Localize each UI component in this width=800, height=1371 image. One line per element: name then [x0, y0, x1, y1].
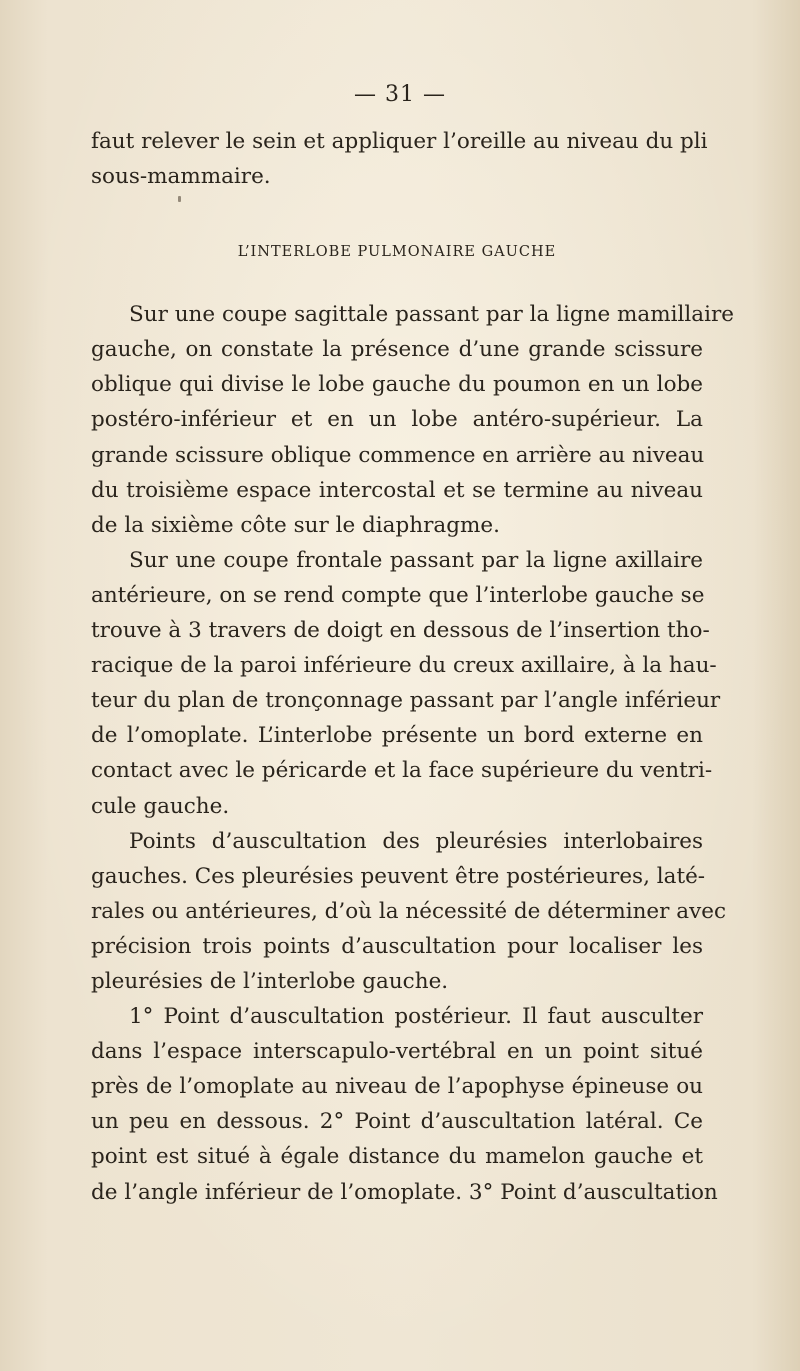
text-line: précision trois points d’auscultation pour localiser les [91, 933, 703, 959]
text-line: gauches. Ces pleurésies peuvent être postérieures, laté- [91, 863, 706, 889]
text-line: grande scissure oblique commence en arrière au niveau [91, 442, 705, 468]
text-line: sous-mammaire. [91, 164, 271, 190]
text-line: Sur une coupe sagittale passant par la ligne mamillaire [129, 302, 734, 328]
paragraph-2 [91, 543, 721, 824]
page-number: — 31 — [354, 82, 446, 107]
text-line: racique de la paroi inférieure du creux axillaire, à la hau- [91, 653, 717, 679]
text-line: contact avec le péricarde et la face supérieure du ventri- [91, 758, 713, 784]
text-line: oblique qui divise le lobe gauche du poumon en un lobe [91, 372, 703, 398]
text-line: gauche, on constate la présence d’une grande scissure [91, 337, 703, 363]
paragraph-4 [91, 999, 718, 1210]
text-line: rales ou antérieures, d’où la nécessité de déterminer avec [91, 898, 726, 924]
text-line: de la sixième côte sur le diaphragme. [91, 512, 500, 538]
paragraph-1 [91, 297, 734, 543]
text-line: Sur une coupe frontale passant par la ligne axillaire [129, 547, 703, 573]
text-line: postéro-inférieur et en un lobe antéro-supérieur. La [91, 407, 703, 433]
paragraph-continuation [91, 124, 708, 194]
text-line: du troisième espace intercostal et se termine au niveau [91, 477, 703, 503]
text-line: de l’omoplate. L’interlobe présente un bord externe en [91, 723, 703, 749]
page-body [91, 124, 734, 1210]
text-line: de l’angle inférieur de l’omoplate. 3° Point d’auscultation [91, 1179, 718, 1205]
text-line: cule gauche. [91, 793, 230, 819]
section-heading: L’INTERLOBE PULMONAIRE GAUCHE [237, 244, 557, 261]
text-line: près de l’omoplate au niveau de l’apophyse épineuse ou [91, 1074, 703, 1100]
text-line: faut relever le sein et appliquer l’oreille au niveau du pli [91, 129, 708, 154]
text-line: dans l’espace interscapulo-vertébral en un point situé [91, 1039, 703, 1065]
text-line: 1° Point d’auscultation postérieur. Il faut ausculter [129, 1004, 703, 1030]
text-line: antérieure, on se rend compte que l’interlobe gauche se [91, 582, 705, 608]
text-line: un peu en dessous. 2° Point d’auscultation latéral. Ce [91, 1109, 703, 1135]
paragraph-3 [91, 824, 726, 999]
text-line: pleurésies de l’interlobe gauche. [91, 968, 449, 994]
text-line: teur du plan de tronçonnage passant par l’angle inférieur [91, 688, 721, 714]
text-line: point est situé à égale distance du mamelon gauche et [91, 1144, 703, 1170]
text-line: trouve à 3 travers de doigt en dessous de l’insertion tho- [91, 618, 710, 644]
text-line: Points d’auscultation des pleurésies interlobaires [129, 828, 703, 854]
